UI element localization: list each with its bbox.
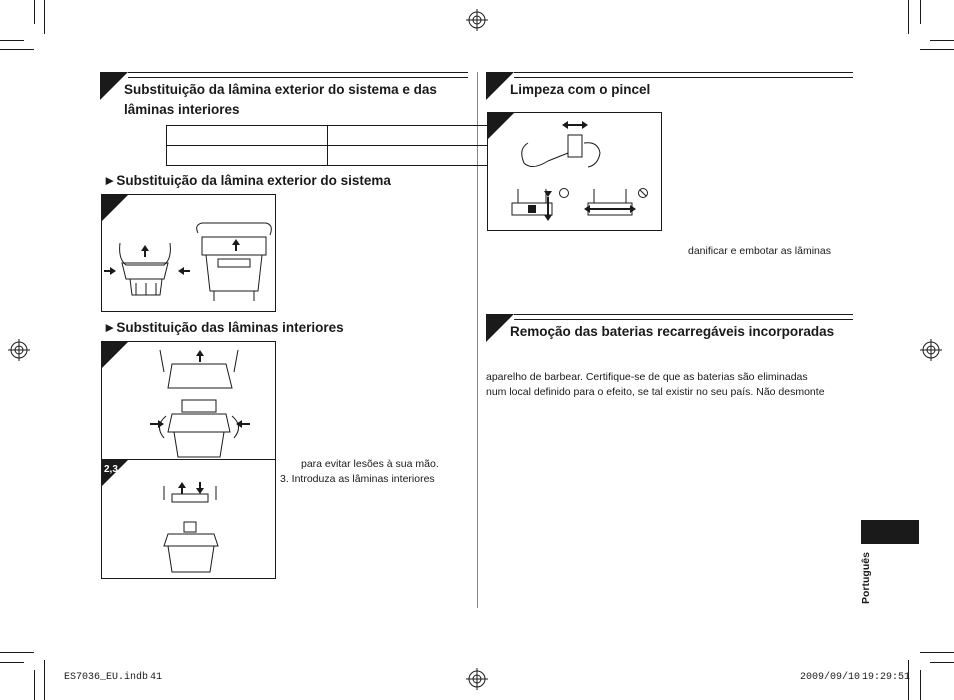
registration-target-top xyxy=(466,9,488,31)
footer-file: ES7036_EU.indb xyxy=(64,672,149,683)
inner-blades-insert-illustration xyxy=(102,460,275,578)
section-heading: Limpeza com o pincel xyxy=(510,82,651,97)
footer-page: 41 xyxy=(150,672,163,683)
subheading-inner-blades: ►Substituição das lâminas interiores xyxy=(103,320,344,335)
language-tab xyxy=(861,520,919,544)
paragraph-line: aparelho de barbear. Certifique-se de que as baterias são eliminadas xyxy=(486,371,808,383)
brush-cleaning-illustration xyxy=(488,113,661,230)
language-label: Português xyxy=(860,552,872,604)
shaver-inner-blades-illustration xyxy=(102,342,275,459)
parts-table xyxy=(166,125,489,166)
paragraph-line: num local definido para o efeito, se tal existir no seu país. Não desmonte xyxy=(486,386,825,398)
figure-inner-blades-2 xyxy=(101,459,276,579)
shaver-outer-foil-illustration xyxy=(102,195,275,311)
registration-target-bottom xyxy=(466,668,488,690)
footer-time: 19:29:51 xyxy=(862,672,911,683)
section-heading: Substituição da lâmina exterior do sistema e das lâminas interiores xyxy=(124,82,437,117)
step-label: 2,3 xyxy=(104,464,118,475)
section-heading: Remoção das baterias recarregáveis incorporadas xyxy=(510,324,835,339)
footer-date: 2009/09/10 xyxy=(800,672,861,683)
note-line: para evitar lesões à sua mão. xyxy=(301,458,439,470)
figure-note: danificar e embotar as lâminas xyxy=(688,245,831,257)
registration-target-right xyxy=(920,339,942,361)
subheading-outer-foil: ►Substituição da lâmina exterior do sistema xyxy=(103,173,391,188)
table-row xyxy=(167,126,489,146)
table-row xyxy=(167,146,489,166)
figure-brush-cleaning xyxy=(487,112,662,231)
figure-outer-foil xyxy=(101,194,276,312)
note-line: 3. Introduza as lâminas interiores xyxy=(280,473,435,485)
figure-inner-blades-1 xyxy=(101,341,276,460)
registration-target-left xyxy=(8,339,30,361)
